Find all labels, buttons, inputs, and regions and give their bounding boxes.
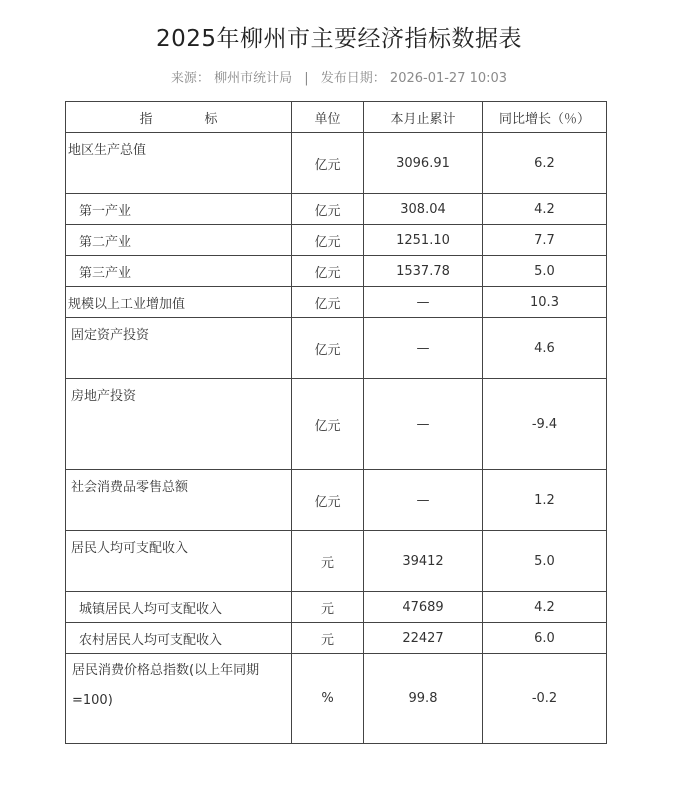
row-growth: 5.0 bbox=[483, 531, 607, 592]
row-value: 308.04 bbox=[364, 194, 483, 225]
row-unit: % bbox=[292, 654, 364, 744]
article-meta bbox=[0, 67, 678, 86]
row-name: 规模以上工业增加值 bbox=[66, 287, 292, 318]
row-unit: 亿元 bbox=[292, 256, 364, 287]
table-row bbox=[66, 225, 607, 256]
row-growth: 1.2 bbox=[483, 470, 607, 531]
page-title: 2025年柳州市主要经济指标数据表 bbox=[155, 26, 523, 52]
table-row bbox=[66, 470, 607, 531]
header-cumulative: 本月止累计 bbox=[364, 102, 483, 133]
row-value: 3096.91 bbox=[364, 133, 483, 194]
row-growth: 6.2 bbox=[483, 133, 607, 194]
row-value: 22427 bbox=[364, 623, 483, 654]
header-indicator-a: 指 bbox=[139, 111, 153, 127]
table-row bbox=[66, 256, 607, 287]
row-unit: 亿元 bbox=[292, 470, 364, 531]
row-value: 47689 bbox=[364, 592, 483, 623]
table-row bbox=[66, 654, 607, 744]
row-growth: -9.4 bbox=[483, 379, 607, 470]
row-value: 1251.10 bbox=[364, 225, 483, 256]
header-unit: 单位 bbox=[292, 102, 364, 133]
table-header-row bbox=[66, 102, 607, 133]
row-value: 99.8 bbox=[364, 654, 483, 744]
row-unit: 亿元 bbox=[292, 194, 364, 225]
row-name: 社会消费品零售总额 bbox=[66, 470, 292, 531]
row-name: 居民消费价格总指数(以上年同期=100) bbox=[66, 654, 292, 744]
row-unit: 亿元 bbox=[292, 225, 364, 256]
row-unit: 亿元 bbox=[292, 379, 364, 470]
source-label: 来源： bbox=[170, 71, 210, 86]
table-row bbox=[66, 531, 607, 592]
row-unit: 亿元 bbox=[292, 287, 364, 318]
row-unit: 元 bbox=[292, 623, 364, 654]
row-growth: 6.0 bbox=[483, 623, 607, 654]
row-value: — bbox=[364, 470, 483, 531]
row-name: 房地产投资 bbox=[66, 379, 292, 470]
indicator-table bbox=[65, 101, 607, 744]
row-unit: 亿元 bbox=[292, 318, 364, 379]
table-row bbox=[66, 194, 607, 225]
row-value: — bbox=[364, 379, 483, 470]
row-growth: 4.2 bbox=[483, 194, 607, 225]
row-growth: -0.2 bbox=[483, 654, 607, 744]
row-name: 农村居民人均可支配收入 bbox=[66, 623, 292, 654]
row-value: — bbox=[364, 318, 483, 379]
row-name: 第一产业 bbox=[66, 194, 292, 225]
row-value: — bbox=[364, 287, 483, 318]
row-growth: 10.3 bbox=[483, 287, 607, 318]
table-row bbox=[66, 318, 607, 379]
row-unit: 亿元 bbox=[292, 133, 364, 194]
table-row bbox=[66, 287, 607, 318]
meta-separator: | bbox=[304, 71, 309, 86]
row-value: 1537.78 bbox=[364, 256, 483, 287]
row-name: 城镇居民人均可支配收入 bbox=[66, 592, 292, 623]
row-growth: 4.2 bbox=[483, 592, 607, 623]
header-yoy: 同比增长（％） bbox=[483, 102, 607, 133]
table-row bbox=[66, 623, 607, 654]
row-name: 第三产业 bbox=[66, 256, 292, 287]
header-indicator bbox=[66, 102, 292, 133]
row-name: 第二产业 bbox=[66, 225, 292, 256]
row-name: 居民人均可支配收入 bbox=[66, 531, 292, 592]
row-name: 地区生产总值 bbox=[66, 133, 292, 194]
publish-date-label: 发布日期： bbox=[320, 71, 386, 86]
row-unit: 元 bbox=[292, 531, 364, 592]
publish-date: 2026-01-27 10:03 bbox=[389, 71, 508, 86]
header-indicator-b: 标 bbox=[204, 111, 218, 127]
table-row bbox=[66, 133, 607, 194]
row-name: 固定资产投资 bbox=[66, 318, 292, 379]
source-name: 柳州市统计局 bbox=[214, 71, 293, 86]
table-row bbox=[66, 379, 607, 470]
table-row bbox=[66, 592, 607, 623]
row-growth: 5.0 bbox=[483, 256, 607, 287]
row-growth: 7.7 bbox=[483, 225, 607, 256]
row-growth: 4.6 bbox=[483, 318, 607, 379]
row-unit: 元 bbox=[292, 592, 364, 623]
row-value: 39412 bbox=[364, 531, 483, 592]
